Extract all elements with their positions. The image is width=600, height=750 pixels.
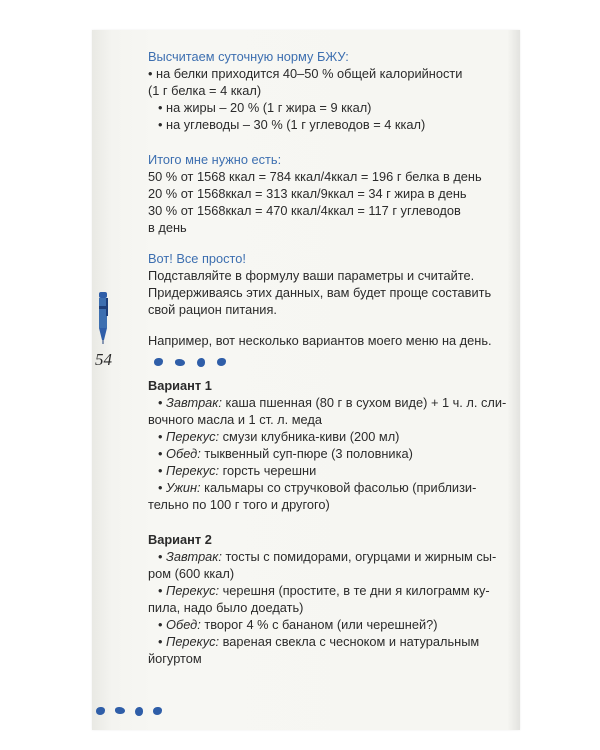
dot-icon xyxy=(217,358,226,366)
menu-item-label: Обед: xyxy=(166,446,201,461)
page-number: 54 xyxy=(95,350,112,369)
dot-icon xyxy=(197,358,205,367)
bullet: • xyxy=(158,583,167,598)
menu-item-text: тыквенный суп-пюре (3 половника) xyxy=(200,446,413,461)
menu-item-text: каша пшенная (80 г в сухом виде) + 1 ч. л. сли- xyxy=(221,395,507,410)
menu-item-text: тосты с помидорами, огурцами и жирным сы- xyxy=(221,549,497,564)
menu-item-text: черешня (простите, в те дни я килограмм ку- xyxy=(219,583,490,598)
menu-item-label: Перекус: xyxy=(166,463,220,478)
menu-item-label: Обед: xyxy=(166,617,201,632)
menu-item-continuation: ром (600 ккал) xyxy=(148,566,235,581)
heading-simple: Вот! Все просто! xyxy=(148,251,246,266)
decorative-dots xyxy=(154,355,518,369)
paragraph: Например, вот несколько вариантов моего меню на день. xyxy=(148,333,492,348)
footer-decorative-dots xyxy=(96,707,162,716)
menu-item-text: горсть черешни xyxy=(219,463,317,478)
menu-item xyxy=(148,633,518,650)
paragraph: Подставляйте в формулу ваши параметры и считайте. xyxy=(148,268,475,283)
bullet: • xyxy=(158,446,167,461)
menu-item-continuation: тельно по 100 г того и другого) xyxy=(148,497,330,512)
dot-icon xyxy=(175,359,185,366)
bullet: • xyxy=(158,634,167,649)
page-content xyxy=(148,48,518,667)
total-line: 50 % от 1568 ккал = 784 ккал/4ккал = 196 г белка в день xyxy=(148,169,482,184)
menu-item xyxy=(148,582,518,599)
menu-item xyxy=(148,445,518,462)
dot-icon xyxy=(153,707,162,715)
menu-item xyxy=(148,462,518,479)
heading-totals: Итого мне нужно есть: xyxy=(148,152,282,167)
menu-item-text: творог 4 % с бананом (или черешней?) xyxy=(200,617,438,632)
menu-item xyxy=(148,428,518,445)
variant1-menu xyxy=(148,394,518,513)
menu-item-label: Завтрак: xyxy=(166,395,222,410)
menu-item-label: Перекус: xyxy=(166,634,220,649)
menu-item xyxy=(148,548,518,565)
bullet: • xyxy=(158,480,167,495)
dot-icon xyxy=(135,707,143,716)
menu-item-label: Ужин: xyxy=(166,480,201,495)
paragraph: свой рацион питания. xyxy=(148,302,277,317)
bullet: • xyxy=(158,463,167,478)
pen-icon xyxy=(96,292,110,344)
dot-icon xyxy=(96,707,105,715)
dot-icon xyxy=(115,707,125,714)
total-line: 20 % от 1568ккал = 313 ккал/9ккал = 34 г жира в день xyxy=(148,186,467,201)
variant-title: Вариант 1 xyxy=(148,378,212,393)
menu-item xyxy=(148,394,518,411)
menu-item xyxy=(148,479,518,496)
menu-item-label: Перекус: xyxy=(166,583,220,598)
menu-item-text: смузи клубника-киви (200 мл) xyxy=(219,429,400,444)
total-line: 30 % от 1568ккал = 470 ккал/4ккал = 117 г углеводов xyxy=(148,203,461,218)
list-item: • на белки приходится 40–50 % общей калорийности xyxy=(148,65,518,82)
bullet: • xyxy=(158,429,167,444)
total-line: в день xyxy=(148,220,187,235)
menu-item-continuation: йогуртом xyxy=(148,651,202,666)
menu-item-continuation: пила, надо было доедать) xyxy=(148,600,304,615)
menu-item xyxy=(148,616,518,633)
menu-item-text: вареная свекла с чесноком и натуральным xyxy=(219,634,480,649)
variant2-menu xyxy=(148,548,518,667)
menu-item-text: кальмары со стручковой фасолью (приблизи- xyxy=(200,480,477,495)
bullet: • xyxy=(158,395,167,410)
bullet: • xyxy=(158,617,167,632)
menu-item-continuation: вочного масла и 1 ст. л. меда xyxy=(148,412,322,427)
heading-bju: Высчитаем суточную норму БЖУ: xyxy=(148,49,349,64)
list-item-continuation: (1 г белка = 4 ккал) xyxy=(148,83,262,98)
menu-item-label: Перекус: xyxy=(166,429,220,444)
variant-title: Вариант 2 xyxy=(148,532,212,547)
list-item: • на жиры – 20 % (1 г жира = 9 ккал) xyxy=(148,99,518,116)
list-item: • на углеводы – 30 % (1 г углеводов = 4 ккал) xyxy=(148,116,518,133)
bullet: • xyxy=(158,549,167,564)
menu-item-label: Завтрак: xyxy=(166,549,222,564)
paragraph: Придерживаясь этих данных, вам будет проще составить xyxy=(148,285,492,300)
dot-icon xyxy=(154,358,163,366)
